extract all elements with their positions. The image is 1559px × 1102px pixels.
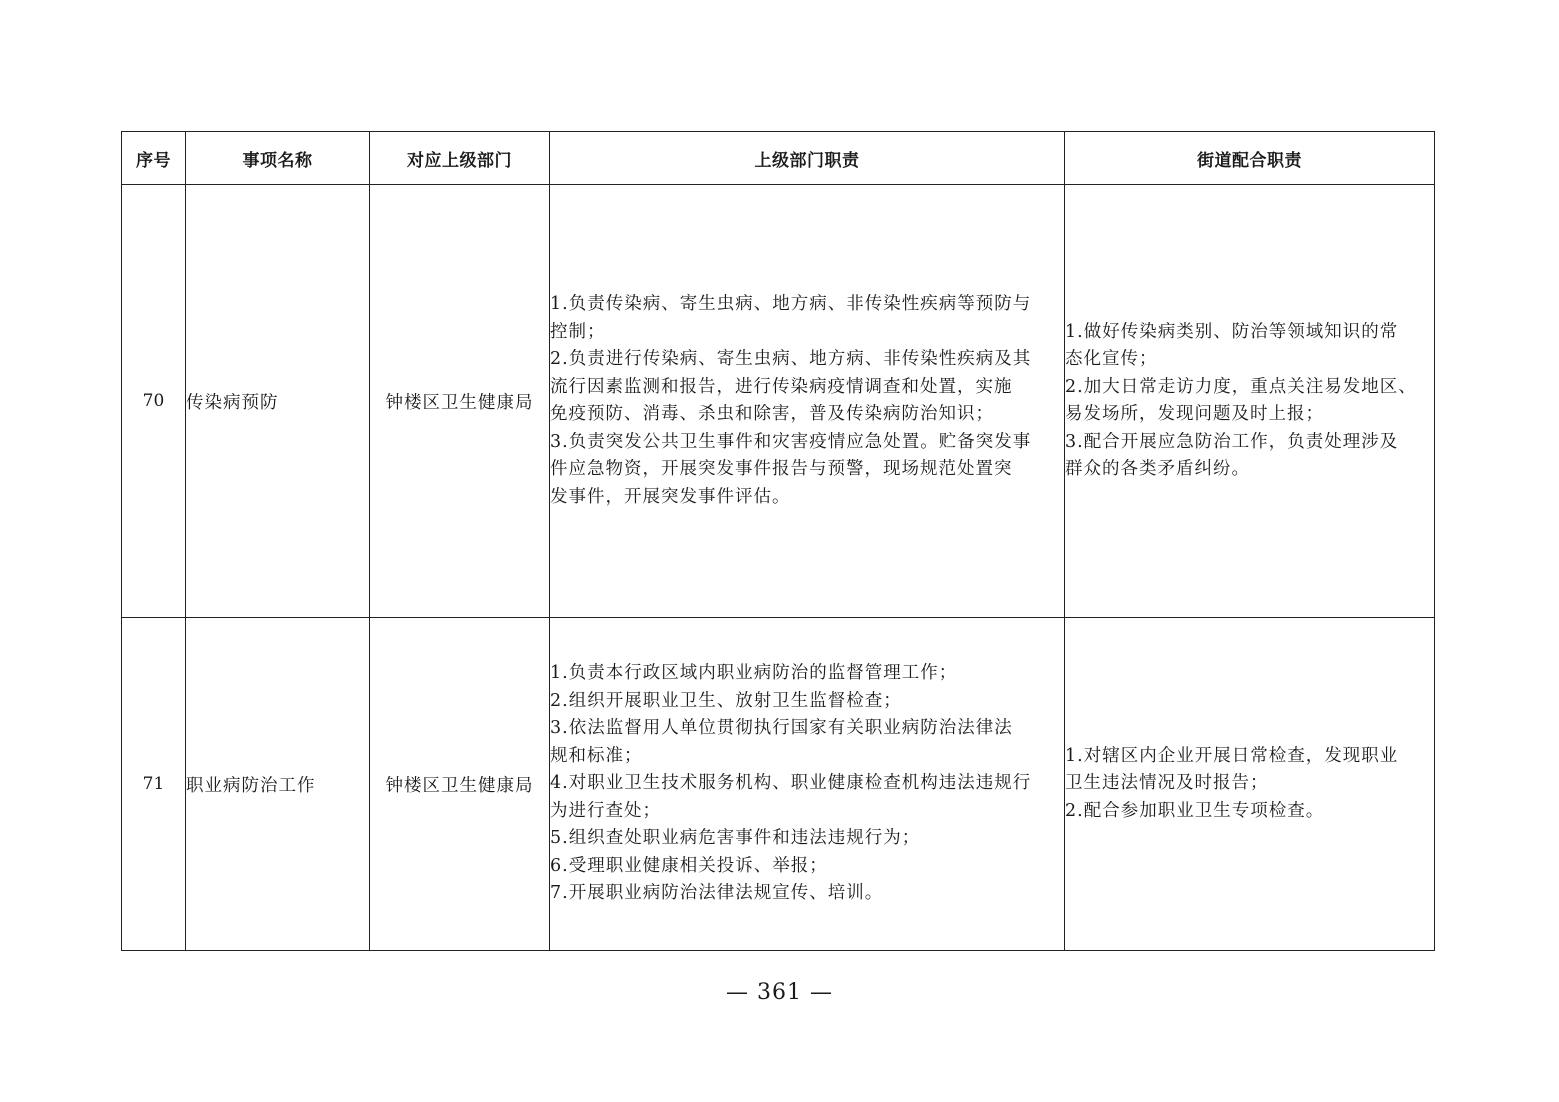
page-number: — 361 — (726, 980, 833, 1005)
header-dept: 对应上级部门 (370, 132, 550, 185)
row-dept: 钟楼区卫生健康局 (370, 185, 550, 618)
row-dept: 钟楼区卫生健康局 (370, 618, 550, 951)
duty-line: 为进行查处； (550, 800, 661, 821)
duty-line: 2.加大日常走访力度，重点关注易发地区、 (1065, 376, 1417, 397)
duty-line: 6.受理职业健康相关投诉、举报； (550, 855, 828, 876)
duty-line: 2.负责进行传染病、寄生虫病、地方病、非传染性疾病及其 (550, 349, 1032, 369)
row-item-name: 传染病预防 (186, 185, 370, 618)
duty-line: 2.配合参加职业卫生专项检查。 (1065, 800, 1325, 821)
row-upper-duty (550, 618, 1065, 951)
duty-line: 2.组织开展职业卫生、放射卫生监督检查； (550, 690, 902, 711)
header-no: 序号 (122, 132, 186, 185)
row-no: 71 (122, 618, 186, 951)
duty-line: 5.组织查处职业病危害事件和违法违规行为； (550, 828, 921, 849)
row-upper-duty (550, 185, 1065, 618)
duty-line: 3.负责突发公共卫生事件和灾害疫情应急处置。贮备突发事 (550, 431, 1032, 452)
table-row (122, 185, 1435, 618)
duty-line: 流行因素监测和报告，进行传染病疫情调查和处置，实施 (550, 376, 1013, 397)
duty-line: 规和标准； (550, 745, 643, 766)
duty-line: 1.做好传染病类别、防治等领域知识的常 (1065, 321, 1399, 342)
header-upper-duty: 上级部门职责 (550, 132, 1065, 185)
header-name: 事项名称 (186, 132, 370, 185)
duty-line: 4.对职业卫生技术服务机构、职业健康检查机构违法违规行 (550, 773, 1032, 794)
duty-line: 7.开展职业病防治法律法规宣传、培训。 (550, 883, 884, 904)
duty-table (121, 131, 1435, 951)
row-item-name: 职业病防治工作 (186, 618, 370, 951)
duty-line: 件应急物资，开展突发事件报告与预警，现场规范处置突 (550, 459, 1013, 479)
duty-line: 易发场所，发现问题及时上报； (1065, 404, 1324, 424)
duty-line: 控制； (550, 321, 606, 342)
duty-line: 免疫预防、消毒、杀虫和除害，普及传染病防治知识； (550, 404, 994, 424)
duty-line: 3.配合开展应急防治工作，负责处理涉及 (1065, 431, 1399, 452)
table-row (122, 618, 1435, 951)
duty-line: 卫生违法情况及时报告； (1065, 773, 1269, 794)
row-street-duty (1065, 618, 1435, 951)
row-street-duty (1065, 185, 1435, 618)
table-header-row (122, 132, 1435, 185)
duty-line: 群众的各类矛盾纠纷。 (1065, 459, 1250, 479)
duty-line: 态化宣传； (1065, 349, 1158, 369)
header-street-duty: 街道配合职责 (1065, 132, 1435, 185)
duty-line: 3.依法监督用人单位贯彻执行国家有关职业病防治法律法 (550, 718, 1013, 739)
duty-line: 1.负责传染病、寄生虫病、地方病、非传染性疾病等预防与 (550, 294, 1032, 314)
row-no: 70 (122, 185, 186, 618)
duty-line: 发事件，开展突发事件评估。 (550, 486, 791, 507)
duty-line: 1.负责本行政区域内职业病防治的监督管理工作； (550, 663, 958, 684)
duty-line: 1.对辖区内企业开展日常检查，发现职业 (1065, 745, 1399, 766)
